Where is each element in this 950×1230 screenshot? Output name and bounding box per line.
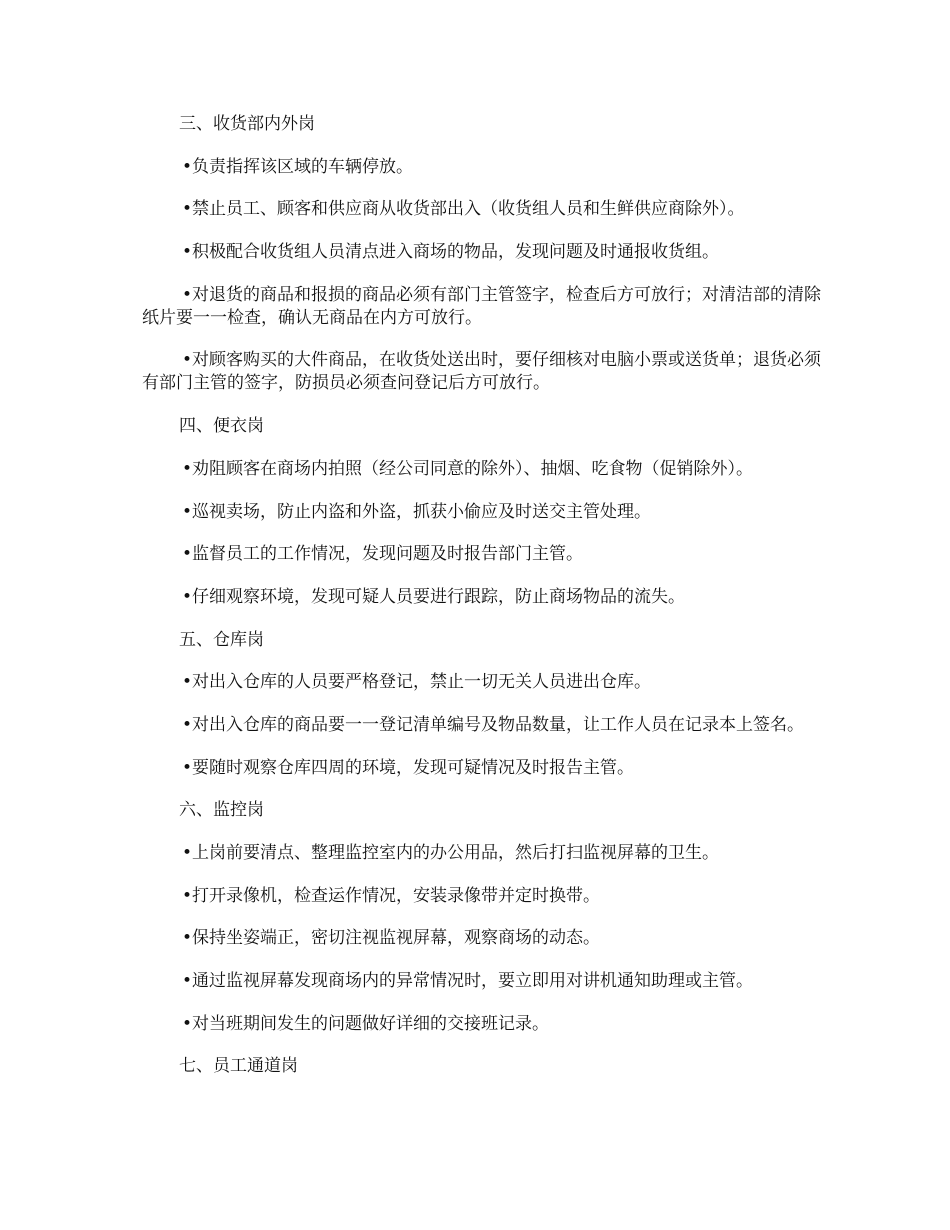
bullet-item: •禁止员工、顾客和供应商从收货部出入（收货组人员和生鲜供应商除外）。 bbox=[182, 199, 745, 220]
bullet-item: •打开录像机，检查运作情况，安装录像带并定时换带。 bbox=[182, 885, 601, 906]
bullet-item: •积极配合收货组人员清点进入商场的物品，发现问题及时通报收货组。 bbox=[182, 242, 720, 263]
section-heading-plainclothes: 四、便衣岗 bbox=[179, 416, 264, 437]
bullet-item: •对出入仓库的商品要一一登记清单编号及物品数量，让工作人员在记录本上签名。 bbox=[182, 714, 805, 735]
bullet-item: •保持坐姿端正，密切注视监视屏幕，观察商场的动态。 bbox=[182, 928, 601, 949]
bullet-item: •通过监视屏幕发现商场内的异常情况时，要立即用对讲机通知助理或主管。 bbox=[182, 971, 754, 992]
section-heading-warehouse: 五、仓库岗 bbox=[179, 629, 264, 650]
section-heading-staff-passage: 七、员工通道岗 bbox=[179, 1056, 298, 1077]
section-heading-monitoring: 六、监控岗 bbox=[179, 800, 264, 821]
bullet-item: •对当班期间发生的问题做好详细的交接班记录。 bbox=[182, 1013, 550, 1034]
section-heading-receiving: 三、收货部内外岗 bbox=[179, 114, 315, 134]
bullet-item: •劝阻顾客在商场内拍照（经公司同意的除外）、抽烟、吃食物（促销除外）。 bbox=[182, 458, 754, 479]
bullet-item: •上岗前要清点、整理监控室内的办公用品，然后打扫监视屏幕的卫生。 bbox=[182, 843, 720, 863]
bullet-item: •仔细观察环境，发现可疑人员要进行跟踪，防止商场物品的流失。 bbox=[182, 586, 686, 607]
bullet-item: •负责指挥该区域的车辆停放。 bbox=[182, 156, 414, 177]
document-body bbox=[142, 113, 832, 1098]
bullet-item: •监督员工的工作情况，发现问题及时报告部门主管。 bbox=[182, 544, 584, 565]
bullet-item: •对出入仓库的人员要严格登记，禁止一切无关人员进出仓库。 bbox=[182, 672, 652, 693]
bullet-item: •巡视卖场，防止内盗和外盗，抓获小偷应及时送交主管处理。 bbox=[182, 501, 652, 522]
bullet-item: •对顾客购买的大件商品，在收货处送出时，要仔细核对电脑小票或送货单；退货必须有部门主管的签字，防损员必须查问登记后方可放行。 bbox=[142, 350, 822, 394]
bullet-item: •要随时观察仓库四周的环境，发现可疑情况及时报告主管。 bbox=[182, 757, 635, 778]
bullet-item: •对退货的商品和报损的商品必须有部门主管签字，检查后方可放行；对清洁部的清除纸片要一一检查，确认无商品在内方可放行。 bbox=[142, 284, 822, 328]
